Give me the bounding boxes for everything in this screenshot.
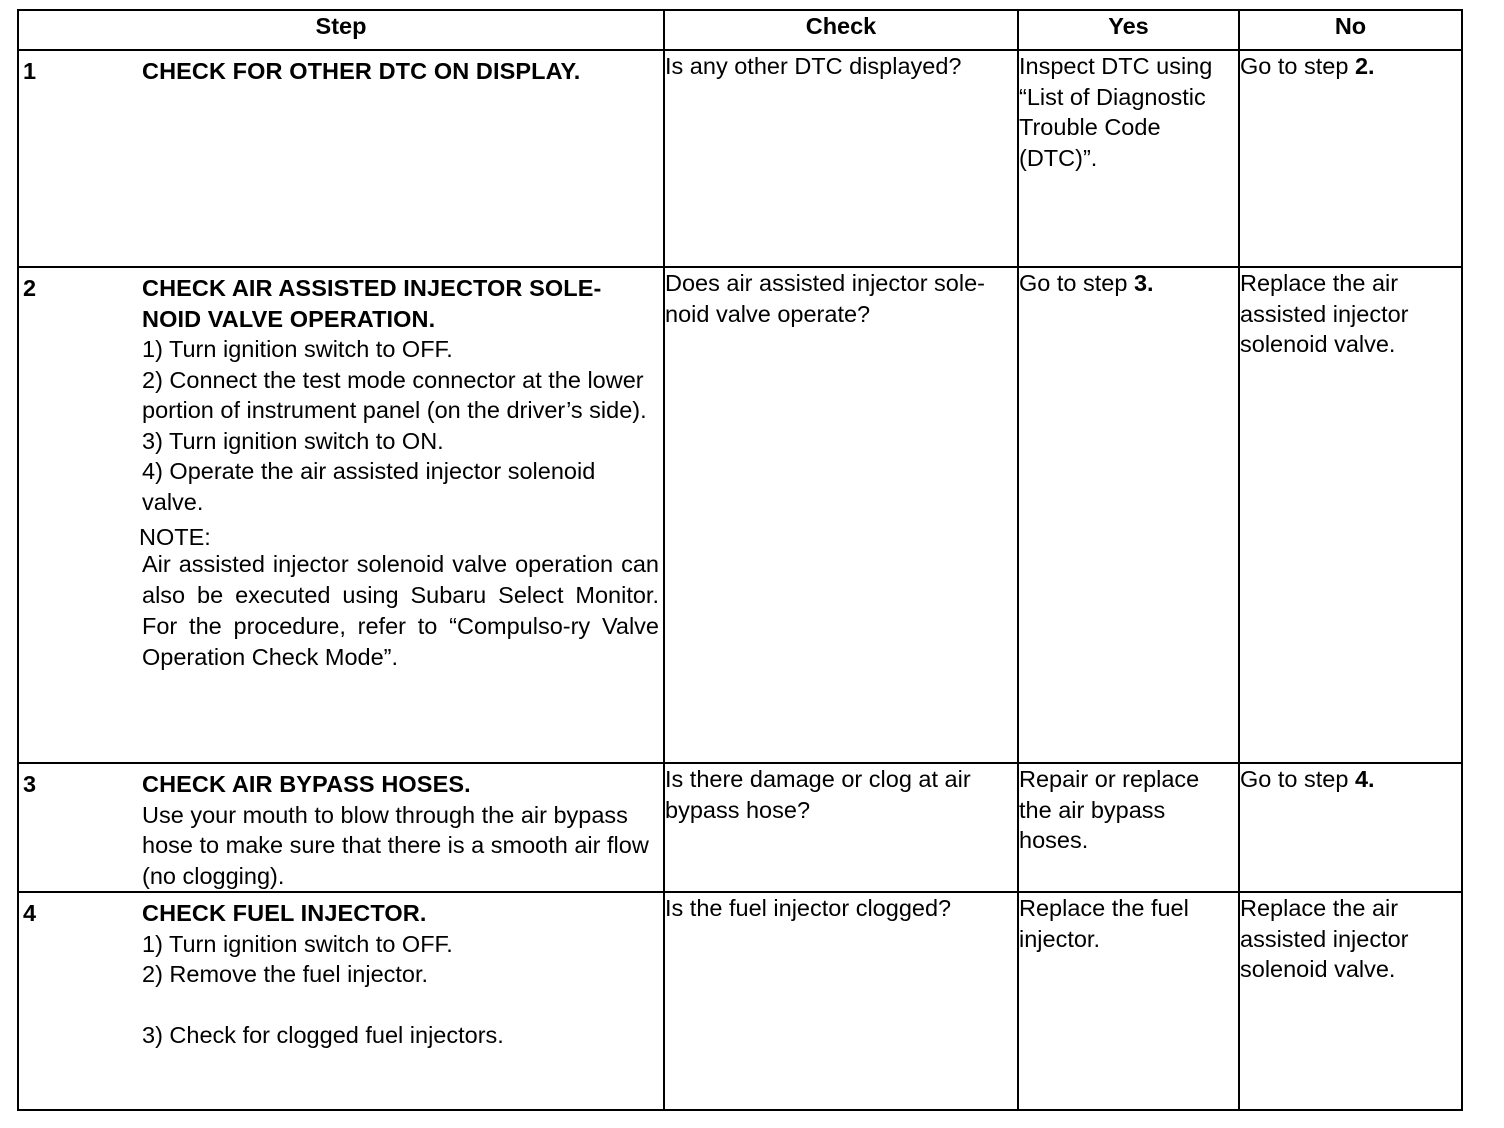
header-yes: Yes: [1018, 10, 1239, 50]
goto-step-link: 4.: [1354, 766, 1375, 792]
check-cell: Is the fuel injector clogged?: [664, 892, 1018, 1110]
note-text: Air assisted injector solenoid valve operation can also be executed using Subaru Select Monitor. For the procedure, refer to “Compulso-ry Valve Operation Check Mode”.: [142, 551, 659, 670]
spacer: [142, 990, 659, 1020]
step-number: 2: [23, 275, 37, 301]
yes-cell: Inspect DTC using “List of Diagnostic Trouble Code (DTC)”.: [1018, 50, 1239, 267]
step-cell: [18, 267, 664, 763]
step-title: CHECK FOR OTHER DTC ON DISPLAY.: [142, 58, 581, 84]
no-prefix: Go to step: [1240, 766, 1355, 792]
instruction-line: 3) Check for clogged fuel injectors.: [142, 1021, 504, 1048]
yes-cell: Replace the fuel injector.: [1018, 892, 1239, 1110]
table-row: [18, 50, 1462, 267]
step-title: CHECK AIR BYPASS HOSES.: [142, 771, 471, 797]
step-number: 3: [23, 771, 37, 797]
header-check: Check: [664, 10, 1018, 50]
instruction-line: 4) Operate the air assisted injector solenoid valve.: [142, 458, 596, 515]
step-cell: [18, 50, 664, 267]
table-row: [18, 892, 1462, 1110]
step-title: CHECK AIR ASSISTED INJECTOR SOLE-NOID VALVE OPERATION.: [142, 275, 602, 332]
instruction-text: Use your mouth to blow through the air bypass hose to make sure that there is a smooth air flow (no clogging).: [142, 801, 649, 889]
goto-step-link: 2.: [1354, 53, 1375, 79]
step-number: 1: [23, 58, 37, 84]
yes-cell: [1018, 267, 1239, 763]
check-cell: Is any other DTC displayed?: [664, 50, 1018, 267]
step-cell: [18, 892, 664, 1110]
table-row: [18, 267, 1462, 763]
diagnostic-table: [17, 9, 1463, 1111]
table-row: [18, 763, 1462, 892]
step-number: 4: [23, 900, 37, 926]
step-cell: [18, 763, 664, 892]
check-cell: Is there damage or clog at air bypass hose?: [664, 763, 1018, 892]
no-cell: [1239, 763, 1462, 892]
note-label: NOTE:: [139, 524, 211, 550]
table-header-row: [18, 10, 1462, 50]
goto-step-link: 3.: [1133, 270, 1154, 296]
instruction-line: 1) Turn ignition switch to OFF.: [142, 930, 453, 957]
instruction-line: 2) Connect the test mode connector at the lower portion of instrument panel (on the driver’s side).: [142, 366, 647, 423]
no-cell: Replace the air assisted injector solenoid valve.: [1239, 892, 1462, 1110]
step-title: CHECK FUEL INJECTOR.: [142, 900, 427, 926]
no-cell: [1239, 50, 1462, 267]
header-no: No: [1239, 10, 1462, 50]
yes-cell: Repair or replace the air bypass hoses.: [1018, 763, 1239, 892]
instruction-line: 1) Turn ignition switch to OFF.: [142, 336, 453, 362]
header-step: Step: [18, 10, 664, 50]
no-prefix: Go to step: [1240, 53, 1355, 79]
check-cell: Does air assisted injector sole-noid valve operate?: [664, 267, 1018, 763]
no-cell: Replace the air assisted injector solenoid valve.: [1239, 267, 1462, 763]
instruction-line: 3) Turn ignition switch to ON.: [142, 427, 444, 454]
yes-prefix: Go to step: [1019, 270, 1134, 296]
instruction-line: 2) Remove the fuel injector.: [142, 961, 429, 987]
